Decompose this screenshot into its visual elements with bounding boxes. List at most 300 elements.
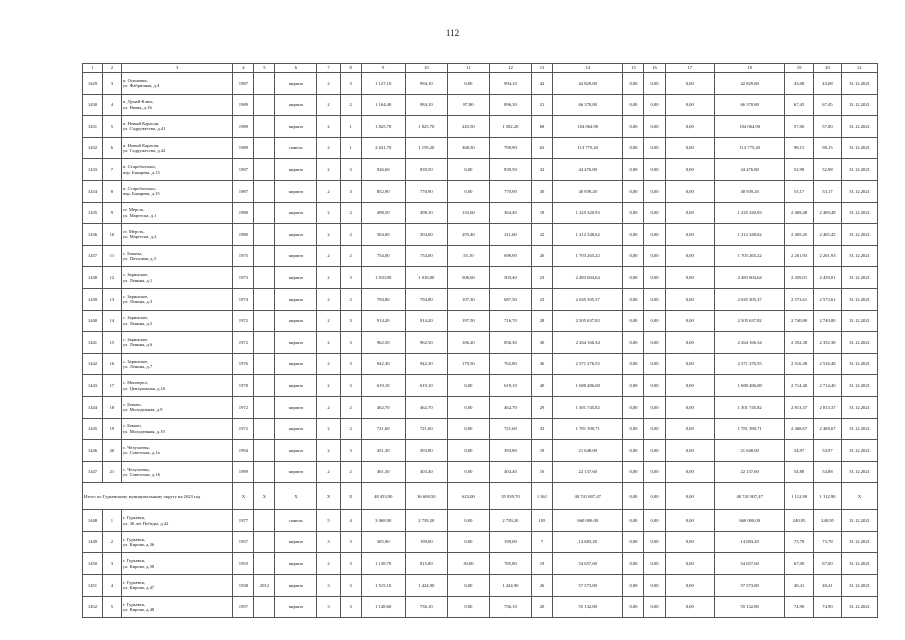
- table-cell: 31.12.2021: [842, 461, 878, 483]
- table-cell: 0,00: [644, 483, 665, 510]
- table-cell: кирпич: [275, 596, 317, 618]
- table-cell: 0,00: [665, 73, 714, 95]
- table-cell: 113 775,20: [714, 137, 784, 159]
- table-cell: 0,00: [644, 94, 665, 116]
- table-cell: 67,00: [785, 553, 813, 575]
- table-cell: кирпич: [275, 94, 317, 116]
- table-cell: 6: [102, 137, 121, 159]
- table-cell: 3: [317, 531, 340, 553]
- table-row: [83, 418, 878, 440]
- table-cell: 1980: [233, 202, 254, 224]
- table-cell: 736,10: [489, 596, 531, 618]
- table-cell: 623,00: [447, 483, 489, 510]
- table-cell: 794,80: [405, 288, 447, 310]
- table-cell: п. Новый Карасаи, ул. Содружества, д.41: [121, 116, 232, 138]
- table-cell: 2: [317, 73, 340, 95]
- table-cell: п. Новый Карасаи, ул. Содружества, д.42: [121, 137, 232, 159]
- table-cell: 0,00: [447, 375, 489, 397]
- table-cell: 1 212 348,62: [553, 224, 623, 246]
- table-cell: с. Заринское, ул. Ленина, д.5: [121, 310, 232, 332]
- table-cell: 403,40: [405, 461, 447, 483]
- table-cell: 1 159,20: [405, 137, 447, 159]
- table-cell: 7: [102, 159, 121, 181]
- table-cell: 3: [340, 353, 361, 375]
- table-row: [83, 353, 878, 375]
- table-cell: кирпич: [275, 267, 317, 289]
- table-cell: 0,00: [644, 396, 665, 418]
- table-cell: 0,00: [447, 440, 489, 462]
- table-cell: 1 582,20: [489, 116, 531, 138]
- table-cell: 754,00: [405, 245, 447, 267]
- table-cell: с. Беково, ул. Молодежная, д.10: [121, 418, 232, 440]
- table-cell: 1446: [83, 440, 103, 462]
- table-cell: кирпич: [275, 375, 317, 397]
- table-cell: 2 740,80: [813, 310, 841, 332]
- table-cell: 0,00: [665, 116, 714, 138]
- table-cell: 35 939,70: [489, 483, 531, 510]
- table-cell: 2 813,37: [785, 396, 813, 418]
- table-cell: 40,41: [813, 575, 841, 597]
- table-cell: 3: [340, 159, 361, 181]
- table-cell: 962,50: [405, 332, 447, 354]
- table-cell: 2: [317, 116, 340, 138]
- table-cell: 2 371 276,55: [714, 353, 784, 375]
- table-cell: 1 212 348,62: [714, 224, 784, 246]
- table-cell: 21: [531, 94, 552, 116]
- table-cell: 0,00: [665, 202, 714, 224]
- table-cell: 0,00: [447, 461, 489, 483]
- table-cell: 1976: [233, 353, 254, 375]
- table-row: [83, 440, 878, 462]
- page-number: 112: [445, 28, 460, 38]
- table-cell: 44 476,80: [553, 159, 623, 181]
- table-cell: 43,08: [785, 73, 813, 95]
- table-cell: 107,30: [447, 288, 489, 310]
- table-cell: 104 064,90: [553, 116, 623, 138]
- table-row: [83, 310, 878, 332]
- table-cell: 1432: [83, 137, 103, 159]
- table-cell: 2 352,38: [785, 332, 813, 354]
- table-cell: 7: [317, 64, 340, 73]
- table-cell: кирпич: [275, 461, 317, 483]
- table-cell: 0,00: [447, 575, 489, 597]
- table-cell: [254, 375, 275, 397]
- table-cell: [254, 418, 275, 440]
- table-row: [83, 510, 878, 532]
- table-cell: 2: [317, 332, 340, 354]
- table-cell: 619,10: [489, 375, 531, 397]
- table-cell: 1 825,70: [405, 116, 447, 138]
- table-cell: 3: [340, 332, 361, 354]
- table-cell: 67,45: [813, 94, 841, 116]
- table-cell: 0,00: [644, 159, 665, 181]
- table-cell: 18: [714, 64, 784, 73]
- table-cell: 21 648,00: [553, 440, 623, 462]
- table-cell: 2 714,40: [785, 375, 813, 397]
- table-cell: 21: [842, 64, 878, 73]
- table-cell: кирпич: [275, 224, 317, 246]
- table-row: [83, 180, 878, 202]
- table-cell: 364,40: [489, 202, 531, 224]
- table-cell: 2 045 505,37: [714, 288, 784, 310]
- table-cell: 3: [340, 531, 361, 553]
- table-cell: 31.12.2021: [842, 159, 878, 181]
- table-cell: 2: [317, 310, 340, 332]
- table-cell: 1442: [83, 353, 103, 375]
- table-cell: 2 505 637,82: [714, 310, 784, 332]
- table-cell: 40 741 807,47: [714, 483, 784, 510]
- table-cell: г. Гурьевск, ул. 30 лет Победы, д.42: [121, 510, 232, 532]
- table-cell: 42: [531, 73, 552, 95]
- table-cell: 3: [340, 575, 361, 597]
- table-cell: 16: [102, 353, 121, 375]
- table-cell: 0,00: [623, 159, 644, 181]
- table-cell: 2: [317, 440, 340, 462]
- table-cell: 42 829,80: [714, 73, 784, 95]
- table-cell: 31.12.2021: [842, 596, 878, 618]
- table-cell: 32: [531, 418, 552, 440]
- table-cell: 54,88: [813, 461, 841, 483]
- table-cell: 2 505 637,82: [553, 310, 623, 332]
- table-cell: 2 739,20: [489, 510, 531, 532]
- table-cell: кирпич: [275, 440, 317, 462]
- table-cell: 1 127,10: [361, 73, 405, 95]
- table-cell: [254, 73, 275, 95]
- table-cell: 0,00: [644, 332, 665, 354]
- table-cell: 1 301 745,82: [553, 396, 623, 418]
- table-row: [83, 531, 878, 553]
- table-cell: кирпич: [275, 353, 317, 375]
- table-cell: 67,45: [785, 94, 813, 116]
- table-cell: кирпич: [275, 418, 317, 440]
- table-cell: 0,00: [447, 396, 489, 418]
- table-cell: 1430: [83, 94, 103, 116]
- table-cell: 0,00: [644, 137, 665, 159]
- table-cell: 197,50: [447, 310, 489, 332]
- table-cell: 994,10: [405, 73, 447, 95]
- table-cell: с. Менчерел, ул. Центральная, д.16: [121, 375, 232, 397]
- table-cell: 2 459,01: [813, 267, 841, 289]
- table-row: [83, 396, 878, 418]
- table-cell: 3: [317, 575, 340, 597]
- table-cell: 22: [531, 224, 552, 246]
- table-cell: 1975: [233, 245, 254, 267]
- table-cell: 31.12.2021: [842, 224, 878, 246]
- table-cell: 0,00: [644, 267, 665, 289]
- table-cell: с. Челухоевы, ул. Советская, д.16: [121, 461, 232, 483]
- table-cell: 2 483 604,64: [553, 267, 623, 289]
- table-cell: 368,30: [447, 137, 489, 159]
- table-cell: 44 476,80: [714, 159, 784, 181]
- table-cell: 2: [340, 396, 361, 418]
- table-cell: 1: [340, 137, 361, 159]
- table-cell: X: [275, 483, 317, 510]
- table-cell: 32: [531, 159, 552, 181]
- table-cell: 105: [531, 510, 552, 532]
- table-cell: 20: [531, 596, 552, 618]
- table-cell: 40: [531, 375, 552, 397]
- table-cell: 3: [340, 310, 361, 332]
- table-cell: 2012: [254, 575, 275, 597]
- table-cell: [254, 596, 275, 618]
- table-cell: 1 164,40: [361, 94, 405, 116]
- table-cell: 2: [317, 159, 340, 181]
- table-cell: 31.12.2021: [842, 267, 878, 289]
- table-cell: 2 483 604,64: [714, 267, 784, 289]
- table-cell: 0,00: [644, 531, 665, 553]
- table-cell: 2 264 166,34: [714, 332, 784, 354]
- table-cell: 31.12.2021: [842, 353, 878, 375]
- table-cell: 1 703 265,22: [714, 245, 784, 267]
- table-cell: кирпич: [275, 396, 317, 418]
- table-cell: 0,00: [644, 440, 665, 462]
- table-cell: 815,80: [405, 553, 447, 575]
- table-cell: 1: [83, 64, 103, 73]
- table-cell: 31.12.2021: [842, 137, 878, 159]
- table-cell: 1 361: [531, 483, 552, 510]
- table-cell: [254, 224, 275, 246]
- table-cell: 4: [340, 510, 361, 532]
- table-cell: 5: [102, 116, 121, 138]
- table-cell: 2 469,48: [785, 202, 813, 224]
- table-cell: 1972: [233, 310, 254, 332]
- table-cell: 0,00: [665, 353, 714, 375]
- table-cell: 1 225 320,93: [553, 202, 623, 224]
- table-cell: 293,40: [447, 224, 489, 246]
- table-cell: 31.12.2021: [842, 116, 878, 138]
- table-cell: 6: [275, 64, 317, 73]
- table-cell: кирпич: [275, 73, 317, 95]
- table-cell: 794,80: [361, 288, 405, 310]
- table-cell: 20: [813, 64, 841, 73]
- table-cell: 55 132,80: [714, 596, 784, 618]
- table-cell: 22 137,60: [714, 461, 784, 483]
- table-cell: 16: [531, 461, 552, 483]
- table-cell: 0,00: [665, 461, 714, 483]
- table-cell: 0,00: [623, 288, 644, 310]
- table-row: [83, 159, 878, 181]
- table-cell: 0,00: [623, 137, 644, 159]
- table-cell: 40 939,20: [714, 180, 784, 202]
- table-cell: 0,00: [644, 245, 665, 267]
- table-cell: [254, 396, 275, 418]
- table-cell: 40,41: [785, 575, 813, 597]
- table-cell: 790,90: [489, 137, 531, 159]
- table-cell: 0,00: [665, 510, 714, 532]
- table-cell: 23: [531, 267, 552, 289]
- table-cell: 0,00: [665, 288, 714, 310]
- table-cell: 14 683,20: [714, 531, 784, 553]
- table-cell: 0,00: [665, 375, 714, 397]
- table-cell: 2: [340, 461, 361, 483]
- table-cell: 1938: [233, 575, 254, 597]
- table-cell: 67,00: [813, 553, 841, 575]
- table-cell: 5: [102, 596, 121, 618]
- table-cell: 619,10: [361, 375, 405, 397]
- table-cell: 2: [317, 267, 340, 289]
- table-cell: 106,20: [447, 332, 489, 354]
- table-cell: 1973: [233, 267, 254, 289]
- table-cell: 716,70: [489, 310, 531, 332]
- table-cell: [254, 159, 275, 181]
- table-cell: 0,00: [665, 440, 714, 462]
- table-cell: 2: [317, 396, 340, 418]
- table-cell: 26: [531, 245, 552, 267]
- table-cell: кирпич: [275, 116, 317, 138]
- table-cell: 1977: [233, 510, 254, 532]
- table-cell: 2: [317, 418, 340, 440]
- table-row: [83, 553, 878, 575]
- table-cell: 2 714,40: [813, 375, 841, 397]
- table-cell: 498,50: [361, 202, 405, 224]
- table-cell: кирпич: [275, 180, 317, 202]
- table-cell: 2: [317, 137, 340, 159]
- table-cell: 54,97: [813, 440, 841, 462]
- table-cell: 687,50: [489, 288, 531, 310]
- table-cell: 240,95: [813, 510, 841, 532]
- table-cell: [254, 510, 275, 532]
- table-cell: 29: [531, 396, 552, 418]
- table-cell: 451,30: [361, 440, 405, 462]
- table-cell: 1957: [233, 596, 254, 618]
- table-cell: 1 225 320,93: [714, 202, 784, 224]
- table-cell: 14: [102, 310, 121, 332]
- table-cell: 36: [531, 353, 552, 375]
- table-cell: 393,80: [405, 440, 447, 462]
- table-cell: 0,00: [623, 596, 644, 618]
- table-cell: 2: [317, 353, 340, 375]
- table-cell: 31.12.2021: [842, 440, 878, 462]
- table-cell: 0,00: [623, 531, 644, 553]
- table-cell: 942,30: [361, 353, 405, 375]
- table-cell: 21: [102, 461, 121, 483]
- table-cell: 73,78: [785, 531, 813, 553]
- table-cell: 984,10: [405, 94, 447, 116]
- table-cell: ст. Мерсть, ул. Мартеска, д.1: [121, 202, 232, 224]
- table-cell: п. Осиповка, ул. Фабричная, д.4: [121, 73, 232, 95]
- table-cell: 2 261,93: [813, 245, 841, 267]
- table-cell: 18: [531, 202, 552, 224]
- table-cell: 2 573,61: [785, 288, 813, 310]
- table-cell: 53,17: [785, 180, 813, 202]
- table-cell: 0,00: [644, 288, 665, 310]
- table-cell: 2 352,38: [813, 332, 841, 354]
- table-cell: X: [842, 483, 878, 510]
- table-cell: 926,60: [361, 159, 405, 181]
- table-cell: 1980: [233, 224, 254, 246]
- table-cell: 0,00: [623, 375, 644, 397]
- table-cell: 21 648,00: [714, 440, 784, 462]
- table-cell: 1974: [233, 288, 254, 310]
- table-cell: 2: [317, 375, 340, 397]
- table-cell: 0,00: [623, 310, 644, 332]
- table-cell: 0,00: [623, 461, 644, 483]
- table-cell: 8: [102, 180, 121, 202]
- table-cell: 1 112,90: [785, 483, 813, 510]
- table-cell: 57,00: [785, 116, 813, 138]
- table-cell: 19: [102, 418, 121, 440]
- table-cell: 770,90: [405, 180, 447, 202]
- table-cell: 3: [317, 596, 340, 618]
- table-cell: [254, 332, 275, 354]
- table-cell: 1440: [83, 310, 103, 332]
- table-cell: 73,78: [813, 531, 841, 553]
- table-cell: 2 261,93: [785, 245, 813, 267]
- table-cell: 31.12.2021: [842, 310, 878, 332]
- table-cell: 2 469,48: [813, 202, 841, 224]
- table-cell: п. Старобалтыш, пер. Бакарева, д.13: [121, 159, 232, 181]
- table-cell: 0,00: [447, 180, 489, 202]
- table-cell: 10: [405, 64, 447, 73]
- table-cell: 736,10: [405, 596, 447, 618]
- table-cell: 0,00: [623, 116, 644, 138]
- table-cell: кирпич: [275, 575, 317, 597]
- table-cell: 31.12.2021: [842, 202, 878, 224]
- table-cell: 87,80: [447, 94, 489, 116]
- table-cell: 1: [102, 510, 121, 532]
- table-cell: 1435: [83, 202, 103, 224]
- table-cell: 721,60: [405, 418, 447, 440]
- table-cell: 0,00: [665, 245, 714, 267]
- table-cell: 2: [317, 461, 340, 483]
- table-row: [83, 288, 878, 310]
- table-cell: 0,00: [623, 440, 644, 462]
- table-cell: 63: [531, 137, 552, 159]
- table-cell: 0,00: [644, 575, 665, 597]
- table-cell: 1: [340, 116, 361, 138]
- table-cell: 54,97: [785, 440, 813, 462]
- table-cell: 721,60: [361, 418, 405, 440]
- table-cell: 1972: [233, 332, 254, 354]
- table-cell: 1 301 745,82: [714, 396, 784, 418]
- table-cell: 53,17: [813, 180, 841, 202]
- table-cell: 0,00: [644, 73, 665, 95]
- table-cell: 1 112,90: [813, 483, 841, 510]
- table-cell: 754,00: [361, 245, 405, 267]
- table-cell: 1439: [83, 288, 103, 310]
- table-cell: 199,00: [489, 531, 531, 553]
- table-cell: 1450: [83, 553, 103, 575]
- table-cell: 785,80: [489, 553, 531, 575]
- table-cell: 23: [531, 288, 552, 310]
- table-cell: 2: [317, 94, 340, 116]
- table-cell: 8: [340, 64, 361, 73]
- table-cell: 30,00: [447, 553, 489, 575]
- table-cell: 0,00: [665, 267, 714, 289]
- table-row: [83, 202, 878, 224]
- table-row: [83, 73, 878, 95]
- table-cell: 914,20: [361, 310, 405, 332]
- table-cell: 3 068,90: [361, 510, 405, 532]
- table-cell: 5: [317, 510, 340, 532]
- table-cell: 0,00: [665, 94, 714, 116]
- table-cell: 0,00: [623, 245, 644, 267]
- table-cell: 57 573,80: [553, 575, 623, 597]
- table-cell: 1448: [83, 510, 103, 532]
- table-cell: 17: [665, 64, 714, 73]
- summary-row: [83, 483, 878, 510]
- table-cell: 994,10: [489, 73, 531, 95]
- table-cell: [254, 137, 275, 159]
- table-cell: 0,00: [623, 418, 644, 440]
- table-cell: 2 459,01: [785, 267, 813, 289]
- table-row: [83, 461, 878, 483]
- table-cell: 1436: [83, 224, 103, 246]
- table-cell: 1 515,10: [361, 575, 405, 597]
- table-cell: 3: [102, 73, 121, 95]
- table-cell: 1452: [83, 596, 103, 618]
- table-cell: 1 148,60: [361, 596, 405, 618]
